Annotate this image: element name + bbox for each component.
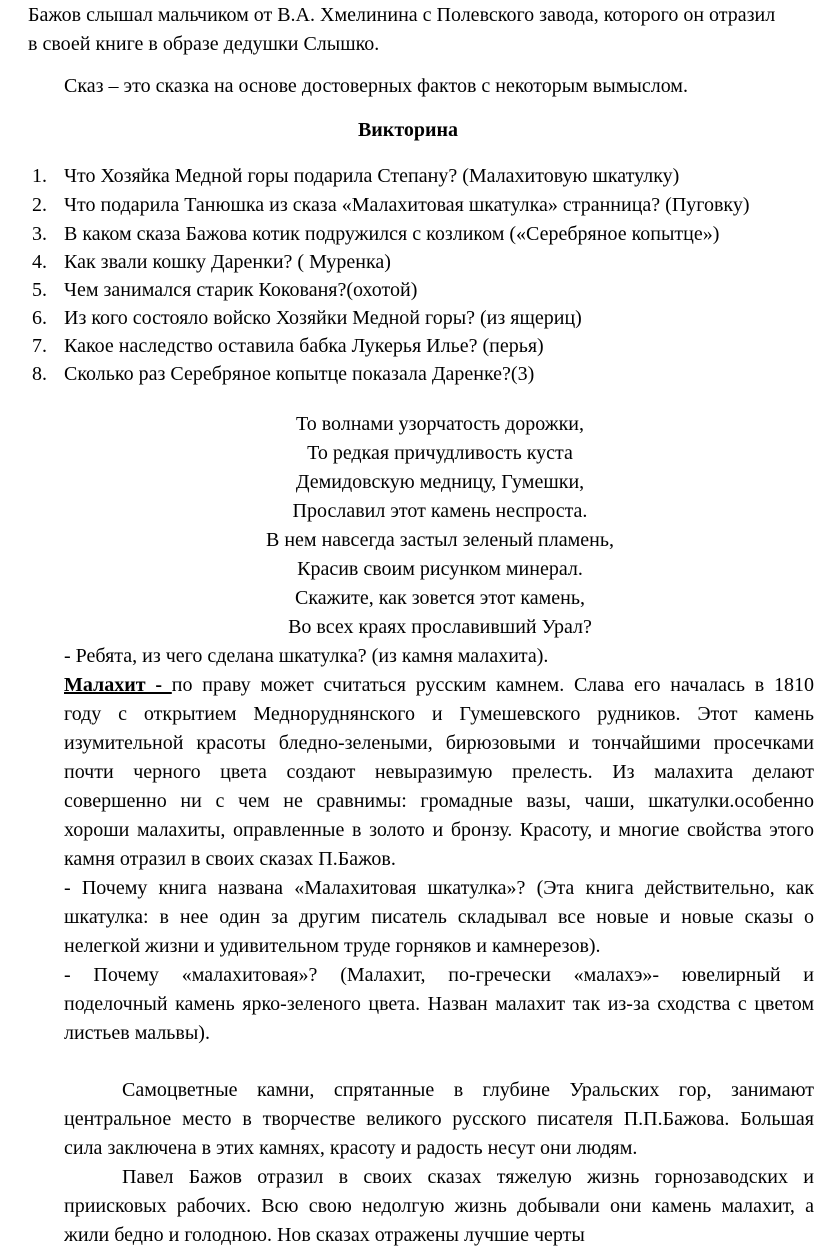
question-malachite-box: - Ребята, из чего сделана шкатулка? (из камня малахита).: [64, 645, 549, 667]
question-book-title: [64, 874, 814, 961]
poem-line: То редкая причудливость куста: [307, 442, 573, 464]
poem-line: Красив своим рисунком минерал.: [297, 558, 583, 580]
list-item-text: Чем занимался старик Кокованя?(охотой): [64, 279, 418, 301]
intro-line-2: в своей книге в образе дедушки Слышко.: [28, 33, 380, 55]
list-item-number: 2.: [32, 194, 47, 216]
list-item-text: Сколько раз Серебряное копытце показала Даренке?(3): [64, 363, 535, 385]
skaz-definition: Сказ – это сказка на основе достоверных фактов с некоторым вымыслом.: [64, 75, 688, 97]
list-item-text: Что Хозяйка Медной горы подарила Степану? (Малахитовую шкатулку): [64, 165, 680, 187]
list-item-number: 7.: [32, 335, 47, 357]
list-item-number: 4.: [32, 251, 47, 273]
poem-line: Демидовскую медницу, Гумешки,: [295, 471, 585, 493]
poem-line: Скажите, как зовется этот камень,: [294, 587, 585, 609]
paragraph-line: Павел Бажов отразил в своих сказах тяжелую жизнь горнозаводских и: [122, 1166, 814, 1188]
poem-line: В нем навсегда застыл зеленый пламень,: [266, 529, 614, 551]
poem-line: Прославил этот камень неспроста.: [292, 500, 588, 522]
list-item-number: 5.: [32, 279, 47, 301]
paragraph-line: жили бедно и голодною. Нов сказах отражены лучшие черты: [64, 1224, 585, 1246]
paragraph-line: центральное место в творчестве великого русского писателя П.П.Бажова. Большая: [64, 1108, 814, 1130]
paragraph-line: году с открытием Медноруднянского и Гумешевского рудников. Этот камень: [64, 703, 814, 725]
paragraph-line: по праву может считаться русским камнем. Слава его началась в 1810: [171, 674, 814, 696]
paragraph-line: хороши малахиты, оправленные в золото и бронзу. Красоту, и многие свойства этого: [64, 819, 814, 841]
list-item-text: Что подарила Танюшка из сказа «Малахитовая шкатулка» странница? (Пуговку): [64, 194, 750, 216]
poem-line: Во всех краях прославивший Урал?: [288, 616, 592, 638]
list-item-text: Как звали кошку Даренки? ( Муренка): [64, 251, 391, 273]
gems-paragraph: [64, 1076, 814, 1163]
paragraph-line: почти черного цвета создают невыразимую прелесть. Из малахита делают: [64, 761, 814, 783]
paragraph-line: сила заключена в этих камнях, красоту и радость несут они людям.: [64, 1137, 638, 1159]
paragraph-line: нелегкой жизни и удивительном труде горняков и камнерезов).: [64, 935, 601, 957]
paragraph-line: - Почему книга названа «Малахитовая шкатулка»? (Эта книга действительно, как: [64, 877, 814, 899]
paragraph-line: - Почему «малахитовая»? (Малахит, по-гречески «малахэ»- ювелирный и: [64, 964, 814, 986]
paragraph-line: совершенно ни с чем не сравнимы: громадные вазы, чаши, шкатулки.особенно: [64, 790, 814, 812]
malachite-paragraph: [64, 671, 814, 874]
list-item-number: 1.: [32, 165, 47, 187]
paragraph-line: поделочный камень ярко-зеленого цвета. Назван малахит так из-за сходства с цветом: [64, 993, 814, 1015]
paragraph-line: приисковых рабочих. Всю свою недолгую жизнь добывали они камень малахит, а: [64, 1195, 814, 1217]
paragraph-line: листьев мальвы).: [64, 1022, 210, 1044]
list-item-number: 6.: [32, 307, 47, 329]
paragraph-line: изумительной красоты бледно-зелеными, бирюзовыми и тончайшими просечками: [64, 732, 814, 754]
malachite-label: Малахит -: [64, 674, 172, 696]
question-why-malachite: [64, 961, 814, 1048]
paragraph-line: шкатулка: в нее один за другим писатель складывал все новые и новые сказы о: [64, 906, 814, 928]
poem-line: То волнами узорчатость дорожки,: [295, 413, 584, 435]
list-item-text: Из кого состояло войско Хозяйки Медной горы? (из ящериц): [64, 307, 582, 329]
intro-line-1: Бажов слышал мальчиком от В.А. Хмелинина с Полевского завода, которого он отразил: [28, 4, 776, 26]
bazhov-paragraph: [64, 1163, 814, 1250]
list-item-number: 3.: [32, 223, 47, 245]
quiz-title: Викторина: [357, 119, 459, 141]
paragraph-line: камня отразил в своих сказах П.Бажов.: [64, 848, 396, 870]
list-item-number: 8.: [32, 363, 47, 385]
paragraph-line: Самоцветные камни, спрятанные в глубине Уральских гор, занимают: [122, 1079, 814, 1101]
list-item-text: Какое наследство оставила бабка Лукерья Илье? (перья): [64, 335, 544, 357]
list-item-text: В каком сказа Бажова котик подружился с козликом («Серебряное копытце»): [64, 223, 720, 245]
